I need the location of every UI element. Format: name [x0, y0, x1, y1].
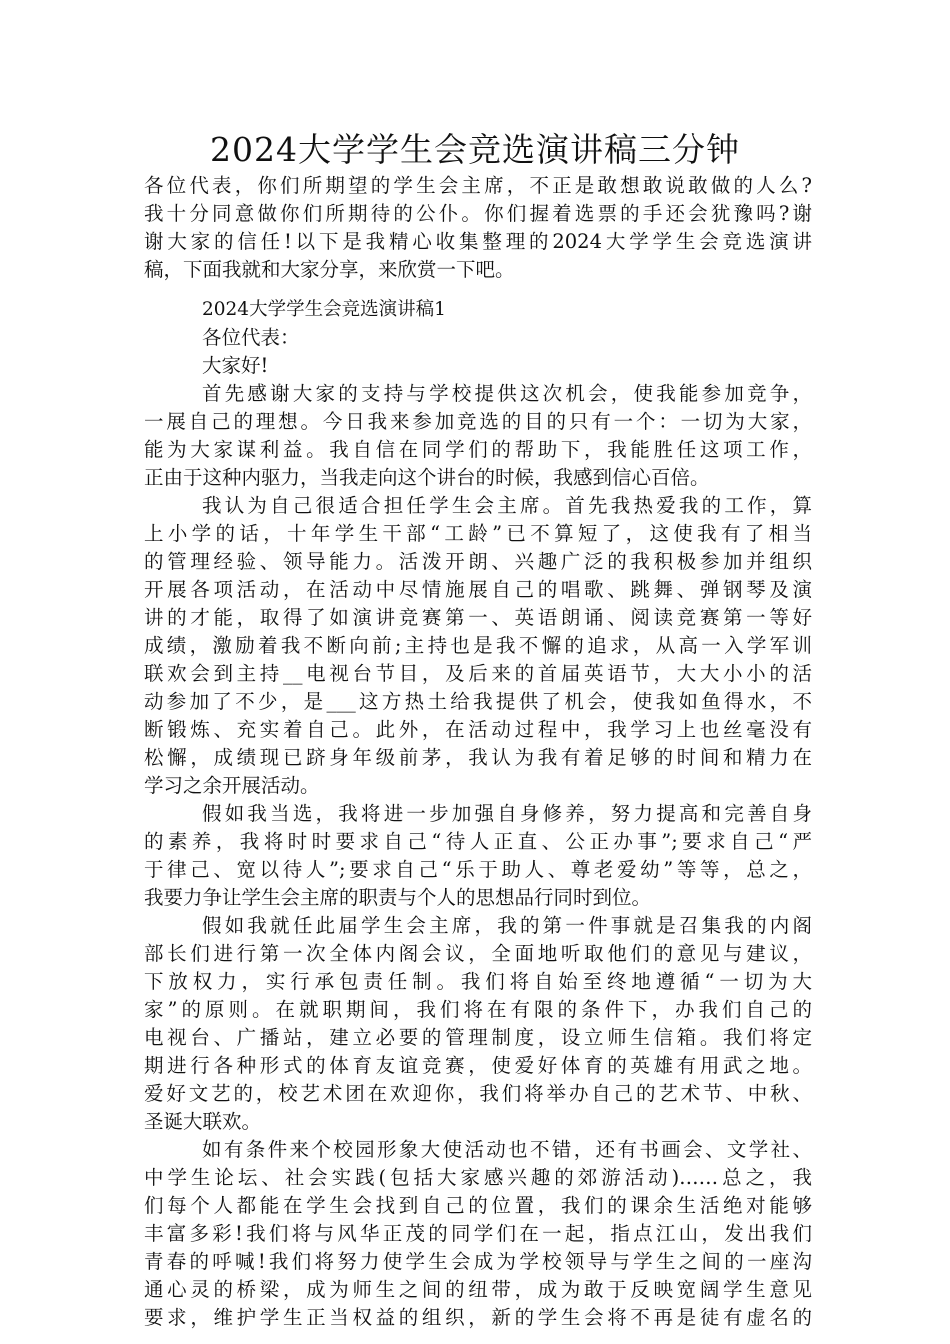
intro-paragraph: [144, 172, 812, 284]
body-line: 如有条件来个校园形象大使活动也不错，还有书画会、文学社、: [202, 1138, 812, 1161]
intro-line: 我十分同意做你们所期待的公仆。你们握着选票的手还会犹豫吗?谢: [144, 202, 812, 225]
body-line: 电视台、广播站，建立必要的管理制度，设立师生信箱。我们将定: [144, 1026, 812, 1049]
intro-line: 稿，下面我就和大家分享，来欣赏一下吧。: [144, 258, 515, 281]
body-line: 通心灵的桥梁，成为师生之间的纽带，成为敢于反映宽阔学生意见: [144, 1278, 812, 1301]
body-line: 的素养，我将时时要求自己“待人正直、公正办事”;要求自己“严: [144, 830, 812, 853]
body-line: 部长们进行第一次全体内阁会议，全面地听取他们的意见与建议，: [144, 942, 812, 965]
intro-line: 谢大家的信任!以下是我精心收集整理的2024大学学生会竞选演讲: [144, 230, 812, 253]
body-line: 能为大家谋利益。我自信在同学们的帮助下，我能胜任这项工作，: [144, 438, 812, 461]
body-line: 上小学的话，十年学生干部“工龄”已不算短了，这使我有了相当: [144, 522, 812, 545]
greeting: 大家好!: [202, 354, 269, 377]
body-line: 中学生论坛、社会实践(包括大家感兴趣的郊游活动)……总之，我: [144, 1166, 812, 1189]
body-line: 松懈，成绩现已跻身年级前茅，我认为我有着足够的时间和精力在: [144, 746, 812, 769]
body-line: 家”的原则。在就职期间，我们将在有限的条件下，办我们自己的: [144, 998, 812, 1021]
section-heading: 2024大学学生会竞选演讲稿1: [202, 299, 446, 320]
body-line: 正由于这种内驱力，当我走向这个讲台的时候，我感到信心百倍。: [144, 466, 710, 489]
body-line: 青春的呼喊!我们将努力使学生会成为学校领导与学生之间的一座沟: [144, 1250, 812, 1273]
body-line: 下放权力，实行承包责任制。我们将自始至终地遵循“一切为大: [144, 970, 812, 993]
salutation: 各位代表：: [202, 326, 300, 349]
body-line: 假如我当选，我将进一步加强自身修养，努力提高和完善自身: [202, 802, 812, 825]
body-line: 成绩，激励着我不断向前;主持也是我不懈的追求，从高一入学军训: [144, 634, 812, 657]
document-title: 2024大学学生会竞选演讲稿三分钟: [210, 130, 740, 169]
body-line: 圣诞大联欢。: [144, 1110, 262, 1133]
body-line: 联欢会到主持__电视台节目，及后来的首届英语节，大大小小的活: [144, 662, 812, 685]
speech-section: [144, 296, 812, 1332]
intro-line: 各位代表，你们所期望的学生会主席，不正是敢想敢说敢做的人么?: [144, 174, 812, 197]
body-line: 我要力争让学生会主席的职责与个人的思想品行同时到位。: [144, 886, 652, 909]
body-line: 要求，维护学生正当权益的组织，新的学生会将不再是徒有虚名的: [144, 1306, 812, 1329]
body-line: 断锻炼、充实着自己。此外，在活动过程中，我学习上也丝毫没有: [144, 718, 812, 741]
body-line: 假如我就任此届学生会主席，我的第一件事就是召集我的内阁: [202, 914, 812, 937]
body-line: 动参加了不少，是___这方热土给我提供了机会，使我如鱼得水，不: [144, 690, 812, 713]
body-line: 于律己、宽以待人”;要求自己“乐于助人、尊老爱幼”等等，总之，: [144, 858, 812, 881]
body-line: 讲的才能，取得了如演讲竞赛第一、英语朗诵、阅读竞赛第一等好: [144, 606, 812, 629]
body-line: 开展各项活动，在活动中尽情施展自己的唱歌、跳舞、弹钢琴及演: [144, 578, 812, 601]
body-line: 们每个人都能在学生会找到自己的位置，我们的课余生活绝对能够: [144, 1194, 812, 1217]
body-line: 首先感谢大家的支持与学校提供这次机会，使我能参加竞争，: [202, 382, 812, 405]
body-line: 我认为自己很适合担任学生会主席。首先我热爱我的工作，算: [202, 494, 812, 517]
body-line: 爱好文艺的，校艺术团在欢迎你，我们将举办自己的艺术节、中秋、: [144, 1082, 812, 1105]
body-line: 丰富多彩!我们将与风华正茂的同学们在一起，指点江山，发出我们: [144, 1222, 812, 1245]
body-line: 期进行各种形式的体育友谊竞赛，使爱好体育的英雄有用武之地。: [144, 1054, 812, 1077]
body-line: 学习之余开展活动。: [144, 774, 320, 797]
body-line: 一展自己的理想。今日我来参加竞选的目的只有一个：一切为大家，: [144, 410, 812, 433]
body-line: 的管理经验、领导能力。活泼开朗、兴趣广泛的我积极参加并组织: [144, 550, 812, 573]
